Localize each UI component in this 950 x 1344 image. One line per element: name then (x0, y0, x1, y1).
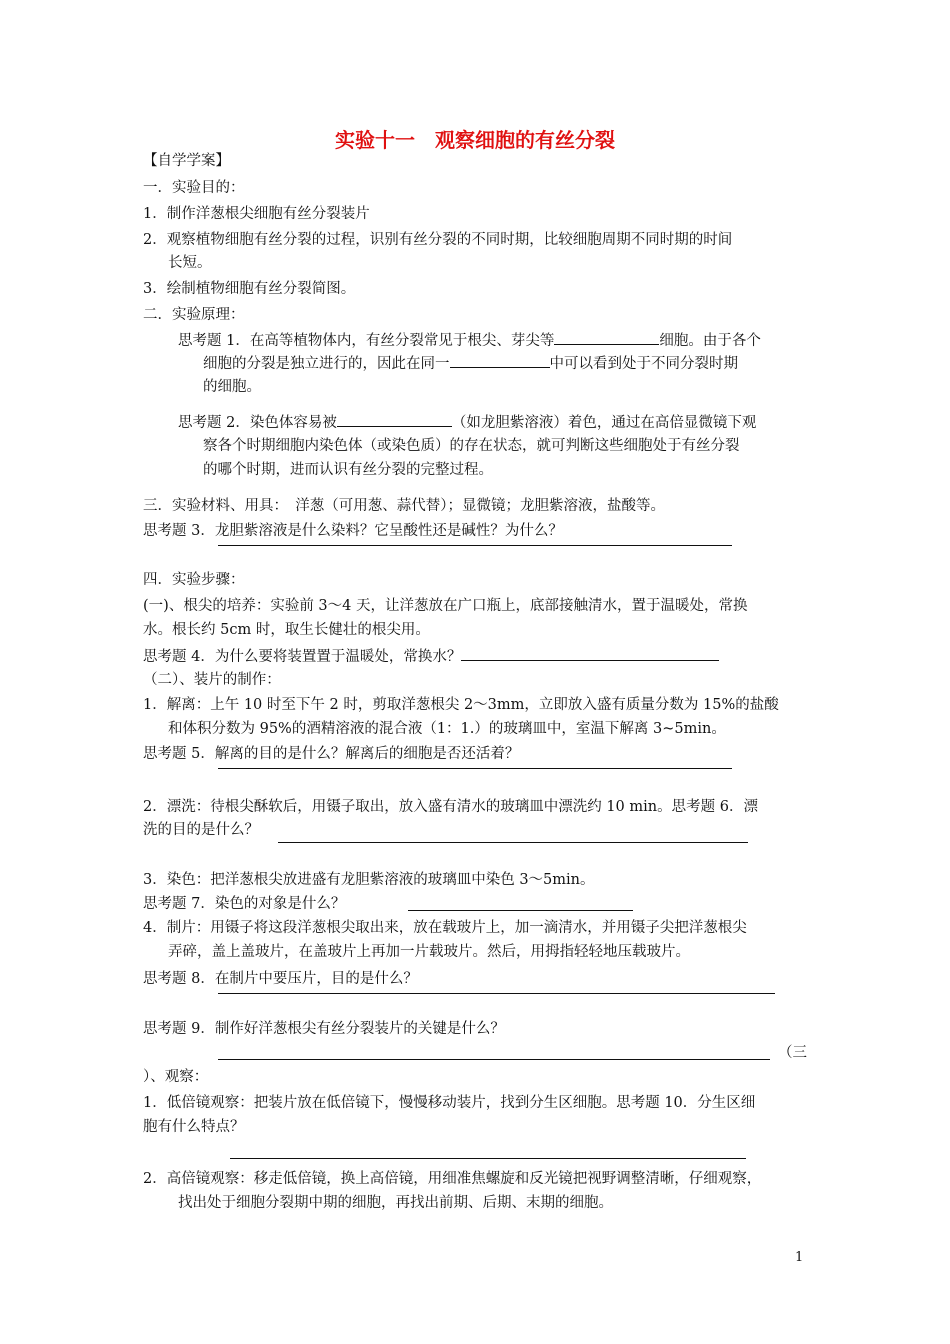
step-dissociation: 1．解离：上午 10 时至下午 2 时，剪取洋葱根尖 2～3mm，立即放入盛有质量分数为 15%的盐酸 (143, 697, 779, 713)
purpose-item-2-cont: 长短。 (168, 255, 212, 271)
heading-purpose: 一．实验目的： (143, 180, 245, 196)
step-rinse-cont: 洗的目的是什么？ (143, 822, 259, 838)
answer-blank[interactable] (461, 646, 719, 661)
heading-slide-making: （二）、装片的制作： (143, 672, 281, 688)
purpose-item-2: 2．观察植物细胞有丝分裂的过程，识别有丝分裂的不同时期，比较细胞周期不同时期的时间 (143, 232, 733, 248)
answer-line[interactable] (218, 1059, 770, 1060)
question-9: 思考题 9．制作好洋葱根尖有丝分裂装片的关键是什么？ (143, 1021, 505, 1037)
materials-line: 三．实验材料、用具： 洋葱（可用葱、蒜代替）；显微镜；龙胆紫溶液，盐酸等。 (143, 498, 665, 514)
question-4: 思考题 4．为什么要将装置置于温暖处，常换水？ (143, 646, 719, 667)
question-2-end: 的哪个时期，进而认识有丝分裂的完整过程。 (203, 462, 493, 478)
question-7: 思考题 7．染色的对象是什么？ (143, 896, 346, 912)
step-culture-cont: 水。根长约 5cm 时，取生长健壮的根尖用。 (143, 622, 430, 638)
heading-steps: 四．实验步骤： (143, 572, 245, 588)
answer-line[interactable] (278, 842, 748, 843)
question-1-end: 的细胞。 (203, 379, 261, 395)
answer-blank[interactable] (554, 330, 659, 345)
heading-observe-end: ）、观察： (143, 1069, 209, 1085)
step-mount: 4．制片：用镊子将这段洋葱根尖取出来，放在载玻片上，加一滴清水，并用镊子尖把洋葱根尖 (143, 920, 747, 936)
page-number: 1 (795, 1250, 804, 1265)
step-low-power: 1．低倍镜观察：把装片放在低倍镜下，慢慢移动装片，找到分生区细胞。思考题 10．分生区细 (143, 1095, 756, 1111)
answer-line[interactable] (408, 910, 633, 911)
answer-blank[interactable] (450, 353, 550, 368)
answer-line[interactable] (218, 545, 732, 546)
answer-line[interactable] (218, 993, 775, 994)
step-stain: 3．染色：把洋葱根尖放进盛有龙胆紫溶液的玻璃皿中染色 3～5min。 (143, 872, 595, 888)
step-high-power-cont: 找出处于细胞分裂期中期的细胞，再找出前期、后期、末期的细胞。 (178, 1195, 613, 1211)
purpose-item-3: 3．绘制植物细胞有丝分裂简图。 (143, 281, 356, 297)
step-rinse: 2．漂洗：待根尖酥软后，用镊子取出，放入盛有清水的玻璃皿中漂洗约 10 min。思考题 6．漂 (143, 799, 758, 815)
question-8: 思考题 8．在制片中要压片，目的是什么？ (143, 971, 418, 987)
step-mount-cont: 弄碎，盖上盖玻片，在盖玻片上再加一片载玻片。然后，用拇指轻轻地压载玻片。 (168, 944, 690, 960)
page-title: 实验十一 观察细胞的有丝分裂 (335, 128, 615, 152)
step-dissociation-cont: 和体积分数为 95%的酒精溶液的混合液（1：1.）的玻璃皿中，室温下解离 3~5min。 (168, 721, 726, 737)
purpose-item-1: 1．制作洋葱根尖细胞有丝分裂装片 (143, 206, 370, 222)
answer-blank[interactable] (337, 412, 452, 427)
section-tag: 【自学学案】 (143, 153, 230, 169)
step-culture: (一)、根尖的培养：实验前 3～4 天，让洋葱放在广口瓶上，底部接触清水，置于温暖处，常换 (143, 598, 748, 614)
question-3: 思考题 3．龙胆紫溶液是什么染料？它呈酸性还是碱性？为什么？ (143, 523, 563, 539)
question-2-cont: 察各个时期细胞内染色体（或染色质）的存在状态，就可判断这些细胞处于有丝分裂 (203, 438, 740, 454)
question-5: 思考题 5．解离的目的是什么？解离后的细胞是否还活着？ (143, 746, 520, 762)
heading-observe-start: （三 (778, 1045, 807, 1061)
heading-principle: 二．实验原理： (143, 307, 245, 323)
question-1-cont: 细胞的分裂是独立进行的，因此在同一 中可以看到处于不同分裂时期 (203, 353, 738, 374)
question-2: 思考题 2．染色体容易被 （如龙胆紫溶液）着色，通过在高倍显微镜下观 (178, 412, 756, 433)
step-high-power: 2．高倍镜观察：移走低倍镜，换上高倍镜，用细准焦螺旋和反光镜把视野调整清晰，仔细观察， (143, 1171, 762, 1187)
step-low-power-cont: 胞有什么特点？ (143, 1119, 245, 1135)
answer-line[interactable] (218, 768, 732, 769)
answer-line[interactable] (230, 1158, 746, 1159)
question-1: 思考题 1．在高等植物体内，有丝分裂常见于根尖、芽尖等 细胞。由于各个 (178, 330, 761, 351)
